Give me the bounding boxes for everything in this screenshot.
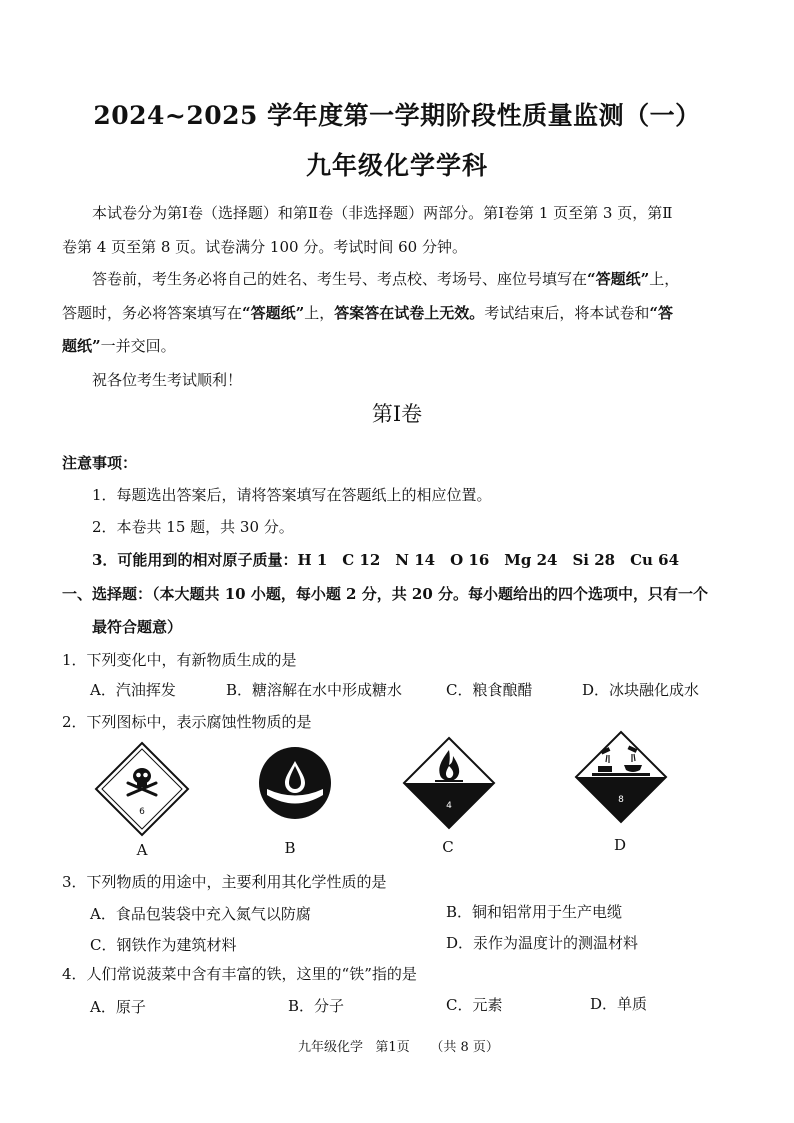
question-3-option-b: B．铜和铝常用于生产电缆	[446, 903, 623, 921]
question-1-option-b: B．糖溶解在水中形成糖水	[226, 681, 403, 699]
symbol-a-number: 6	[139, 807, 145, 817]
question-3-stem: 3．下列物质的用途中，主要利用其化学性质的是	[62, 873, 387, 891]
question-3-option-c: C．钢铁作为建筑材料	[90, 936, 237, 954]
intro-line-1: 本试卷分为第Ⅰ卷（选择题）和第Ⅱ卷（非选择题）两部分。第Ⅰ卷第 1 页至第 3 页，第Ⅱ	[92, 204, 673, 222]
question-1-option-d: D．冰块融化成水	[582, 681, 700, 699]
question-2-option-c: C	[442, 838, 454, 856]
water-drop-icon	[258, 746, 332, 820]
question-1-option-a: A．汽油挥发	[90, 681, 176, 699]
footer-page-number: 第1页	[375, 1040, 410, 1055]
question-2-option-a: A	[136, 841, 148, 859]
toxic-skull-icon	[94, 741, 190, 837]
section-title: 第Ⅰ卷	[371, 402, 423, 426]
question-4-option-a: A．原子	[90, 998, 146, 1016]
notes-heading: 注意事项：	[62, 454, 138, 472]
part1-heading-line-1: 一、选择题：（本大题共 10 小题，每小题 2 分，共 20 分。每小题给出的四个选项中，只有一个	[62, 585, 709, 603]
question-4-option-d: D．单质	[590, 995, 648, 1013]
question-2-option-b: B	[284, 839, 296, 857]
page-footer	[298, 1036, 499, 1055]
question-3-option-d: D．汞作为温度计的测温材料	[446, 934, 639, 952]
question-1-stem: 1．下列变化中，有新物质生成的是	[62, 651, 297, 669]
intro-line-5: 题纸”一并交回。	[62, 337, 176, 355]
note-item-3: 3．可能用到的相对原子质量：H 1 C 12 N 14 O 16 Mg 24 Si 28 Cu 64	[92, 551, 680, 569]
good-luck-line: 祝各位考生考试顺利！	[92, 371, 243, 389]
intro-line-3: 答卷前，考生务必将自己的姓名、考生号、考点校、考场号、座位号填写在“答题纸”上，	[92, 270, 680, 288]
footer-total-pages: （共 8 页）	[430, 1040, 499, 1055]
question-1-option-c: C．粮食酿醋	[446, 681, 533, 699]
symbol-c-number: 4	[446, 801, 452, 811]
question-4-option-b: B．分子	[288, 997, 345, 1015]
subject-title: 九年级化学学科	[305, 151, 488, 180]
note-item-2: 2．本卷共 15 题，共 30 分。	[92, 518, 294, 536]
intro-line-4: 答题时，务必将答案填写在“答题纸”上，答案答在试卷上无效。考试结束后，将本试卷和“答	[62, 304, 673, 322]
question-2-stem: 2．下列图标中，表示腐蚀性物质的是	[62, 713, 312, 731]
question-4-option-c: C．元素	[446, 996, 503, 1014]
question-3-option-a: A．食品包装袋中充入氮气以防腐	[90, 905, 311, 923]
flammable-flame-icon	[402, 736, 496, 830]
corrosive-icon	[574, 730, 668, 824]
footer-subject: 九年级化学	[298, 1040, 364, 1055]
note-item-1: 1．每题选出答案后，请将答案填写在答题纸上的相应位置。	[92, 486, 492, 504]
part1-heading-line-2: 最符合题意）	[92, 618, 183, 636]
question-4-stem: 4．人们常说菠菜中含有丰富的铁，这里的“铁”指的是	[62, 965, 417, 983]
intro-line-2: 卷第 4 页至第 8 页。试卷满分 100 分。考试时间 60 分钟。	[62, 238, 467, 256]
symbol-d-number: 8	[618, 795, 624, 805]
question-2-option-d: D	[613, 836, 627, 854]
exam-title: 2024~2025 学年度第一学期阶段性质量监测（一）	[93, 101, 701, 130]
